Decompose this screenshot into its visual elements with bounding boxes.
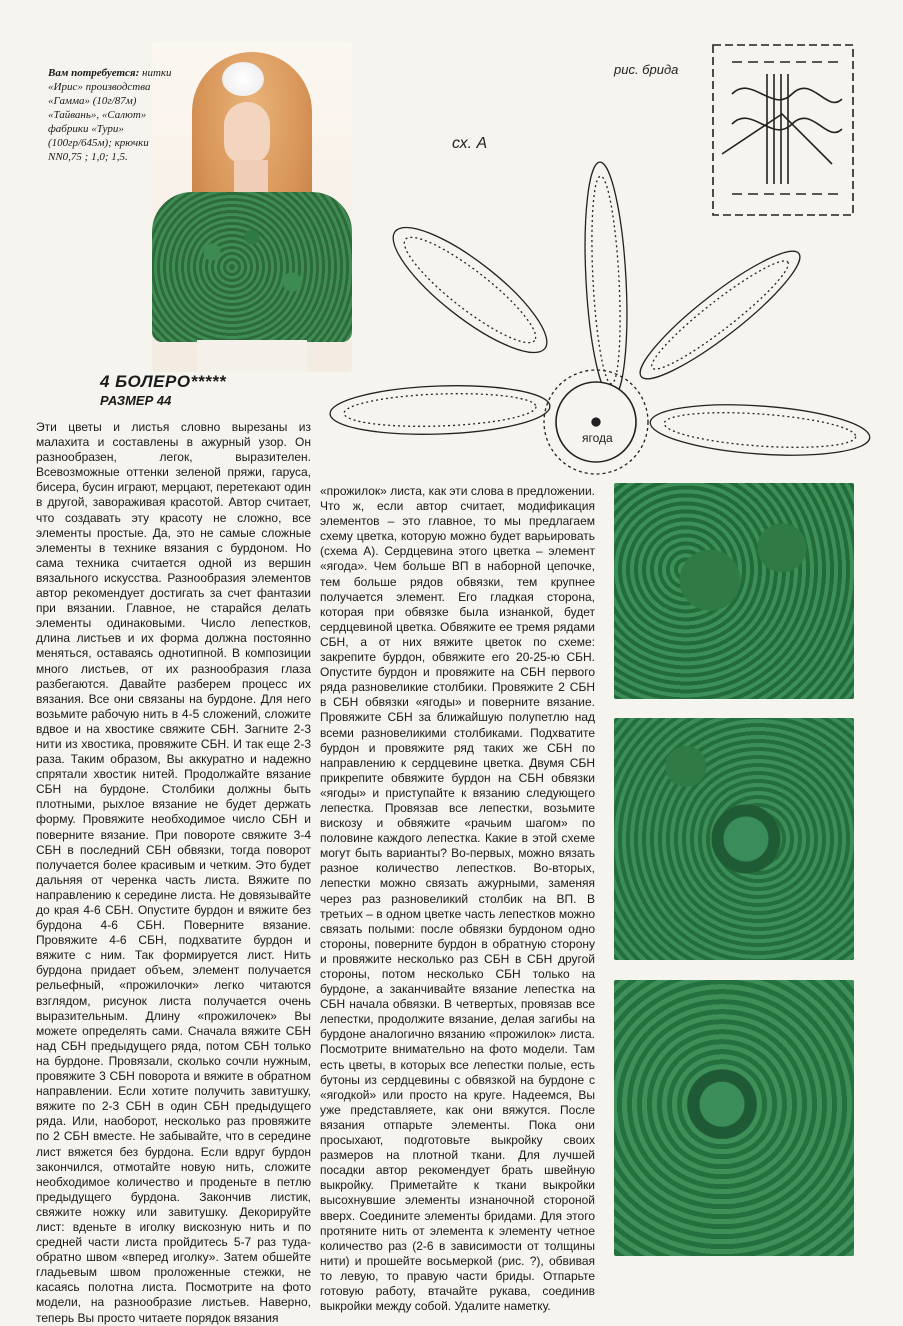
- petal-upper-left: [378, 209, 562, 370]
- white-skirt: [197, 340, 307, 372]
- article-title: 4 БОЛЕРО*****: [100, 372, 227, 391]
- needle-icon: [722, 114, 832, 164]
- detail-photo-flower: [614, 718, 854, 960]
- materials-list: [48, 66, 173, 164]
- scheme-label: сх. А: [452, 135, 488, 152]
- hair-flower-icon: [222, 62, 264, 96]
- article-size: РАЗМЕР 44: [100, 393, 172, 408]
- brida-diagram: [712, 44, 854, 216]
- detail-photo-leaves: [614, 483, 854, 699]
- brida-label: рис. брида: [614, 62, 679, 77]
- detail-photo-flower-closeup: [614, 980, 854, 1256]
- materials-title: Вам потребуется:: [48, 67, 140, 79]
- petal-right: [649, 398, 872, 461]
- model-face: [224, 102, 270, 164]
- petal-top: [580, 161, 632, 399]
- petal-left: [329, 382, 551, 438]
- materials-text: нитки «Ирис» производства «Гамма» (10г/87м) «Тайвань», «Салют» фабрики «Тури» (100гр/645м); крючки NN0,75 ; 1,0; 1,5.: [48, 67, 172, 163]
- body-column-middle: «прожилок» листа, как эти слова в предложении. Что ж, если автор считает, модификация элементов – это главное, то мы предлагаем схему цветка, которую можно будет варьировать (схема А). Сердцевина этого цветка – элемент «ягода». Чем больше ВП в наборной цепочке, тем больше рядов обвязки, тем крупнее получается элемент. Его гладкая сторона, которая при обвязке была изнанкой, будет сердцевиной цветка. Обвяжите ее тремя рядами СБН, а от них вяжите цветок по схеме: закрепите бурдон, обвяжите его 20-25-ю СБН. Опустите бурдон и провяжите на СБН первого ряда разновеликие столбики. Провяжите 2 СБН в СБН обвязки «ягоды» и поверните вязание. Провяжите СБН за ближайшую полупетлю над всеми разновеликими столбиками. Подхватите бурдон и провяжите ряд таких же СБН по направлению к сердцевине цветка. Двумя СБН прикрепите обвяжите бурдон на СБН обвязки «ягоды» и приступайте к вязанию следующего лепестка. Провязав все лепестки, возьмите вискозу и обвяжите «рачьим шагом» по половине каждого лепестка. Какие в этой схеме могут быть варианты? Во-первых, можно вязать разное количество лепестков. Во-вторых, лепестки можно связать ажурными, заменяя через раз разновеликий столбик на ВП. В третьих – в одном цветке часть лепестков можно связать полыми: после обвязки бурдоном одно стороны, поверните бурдон в обратную сторону и провяжите несколько раз СБН в СБН другой стороны, потом несколько СБН только на бурдоне, а заканчивайте вязание лепестка на СБН начала обвязки. В четвертых, провязав все лепестки, продолжите вязание, делая загибы на бурдоне аналогично вязанию «прожилок» листа. Посмотрите внимательно на фото модели. Там есть цветы, в которых все лепестки полые, есть бутоны из сердцевины с обвязкой на бурдоне с «ягодкой» или просто на круге. Надеемся, Вы уже представляете, как они вяжутся. После вязания отпарьте элементы. Пока они просыхают, подготовьте выкройку своих размеров на плотной ткани. Для лучшей посадки автор рекомендует брать швейную выкройку. Приметайте к ткани выкройки высохнувшие элементы изнаночной стороной вверх. Соедините элементы бридами. Для этого протяните нить от элемента к элементу четное количество раз (2-6 в зависимости от толщины нити) и прошейте восьмеркой (рис. ?), обвивая то левую, то правую части бриды. Отпарьте готовую работу, втачайте рукава, соединив выкройки между собой. Удалите наметку.: [320, 484, 595, 1314]
- berry-label: ягода: [582, 431, 613, 445]
- body-column-left: Эти цветы и листья словно вырезаны из малахита и составлены в ажурный узор. Он разнообразен, легок, выразителен. Всевозможные оттенки зеленой пряжи, гаруса, бисера, бусин играют, мерцают, перетекают один в другой, завораживая красотой. Автор считает, что создавать эту красоту не сложно, все элементы простые. Да, это не самые сложные элементы в технике вязания с бурдоном. Но сама техника считается одной из вершин вязального искусства. Разнообразия элементов автор рекомендует достигать за счет фантазии при вязании. Главное, не старайся делать элементы одинаковыми. Число лепестков, длина листьев и их форма должна постоянно меняться, оставаясь однотипной. В композиции много листьев, от их разнообразия глаза разбегаются. Давайте разберем процесс их вязания. Все они связаны на бурдоне. Для него возьмите рабочую нить в 4-5 сложений, сложите вдвое и на хвостике свяжите СБН. Загните 2-3 нити из хвостика, провяжите СБН. И так еще 2-3 раза. Таким образом, Вы аккуратно и надежно спрятали хвостик нитей. Продолжайте вязание СБН на бурдоне. Столбики должны быть плотными, рыхлое вязание не будет держать форму. Провяжите необходимое число СБН и поверните вязание. При повороте свяжите 3-4 СБН в последний СБН обвязки, тогда поворот получается более красивым и четким. Это будет дальняя от черенка часть листа. Вяжите по направлению к середине листа. Не довязывайте до края 4-6 СБН. Опустите бурдон и вяжите без бурдона 4-6 СБН. Поверните вязание. Провяжите 4-6 СБН, подхватите бурдон и вяжите с ним. Так формируется лист. Нить бурдона придает объем, элемент получается рельефный, «прожилочки» легко читаются взглядом, рисунок листа получается очень выразительным. Длину «прожилочек» Вы можете определять сами. Сначала вяжите СБН над СБН предыдущего ряда, потом СБН только на бурдоне. Провязали, сколько сочли нужным, провяжите 3 СБН поворота и вяжите в обратном направлении. Если хотите получить завитушку, вяжите по 2-3 СБН в один СБН предыдущего ряда. Или, наоборот, несколько раз провяжите по 2 СБН вместе. Не забывайте, что в середине лист вяжется без бурдона. Если вдруг бурдон закончился, отмотайте новую нить, сложите необходимое количество и проденьте в петлю предыдущего бурдона. Закончив листик, свяжите ножку или завитушку. Декорируйте лист: вденьте в иголку вискозную нить и по средней части листа пройдитесь 5-7 раз туда-обратно швом «вперед иголку». Затем обшейте гладьевым швом проложенные стежки, не касаясь полотна листа. Посмотрите на фото модели, на разнообразие листьев. Наверно, теперь Вы просто читаете порядок вязания: [36, 420, 311, 1325]
